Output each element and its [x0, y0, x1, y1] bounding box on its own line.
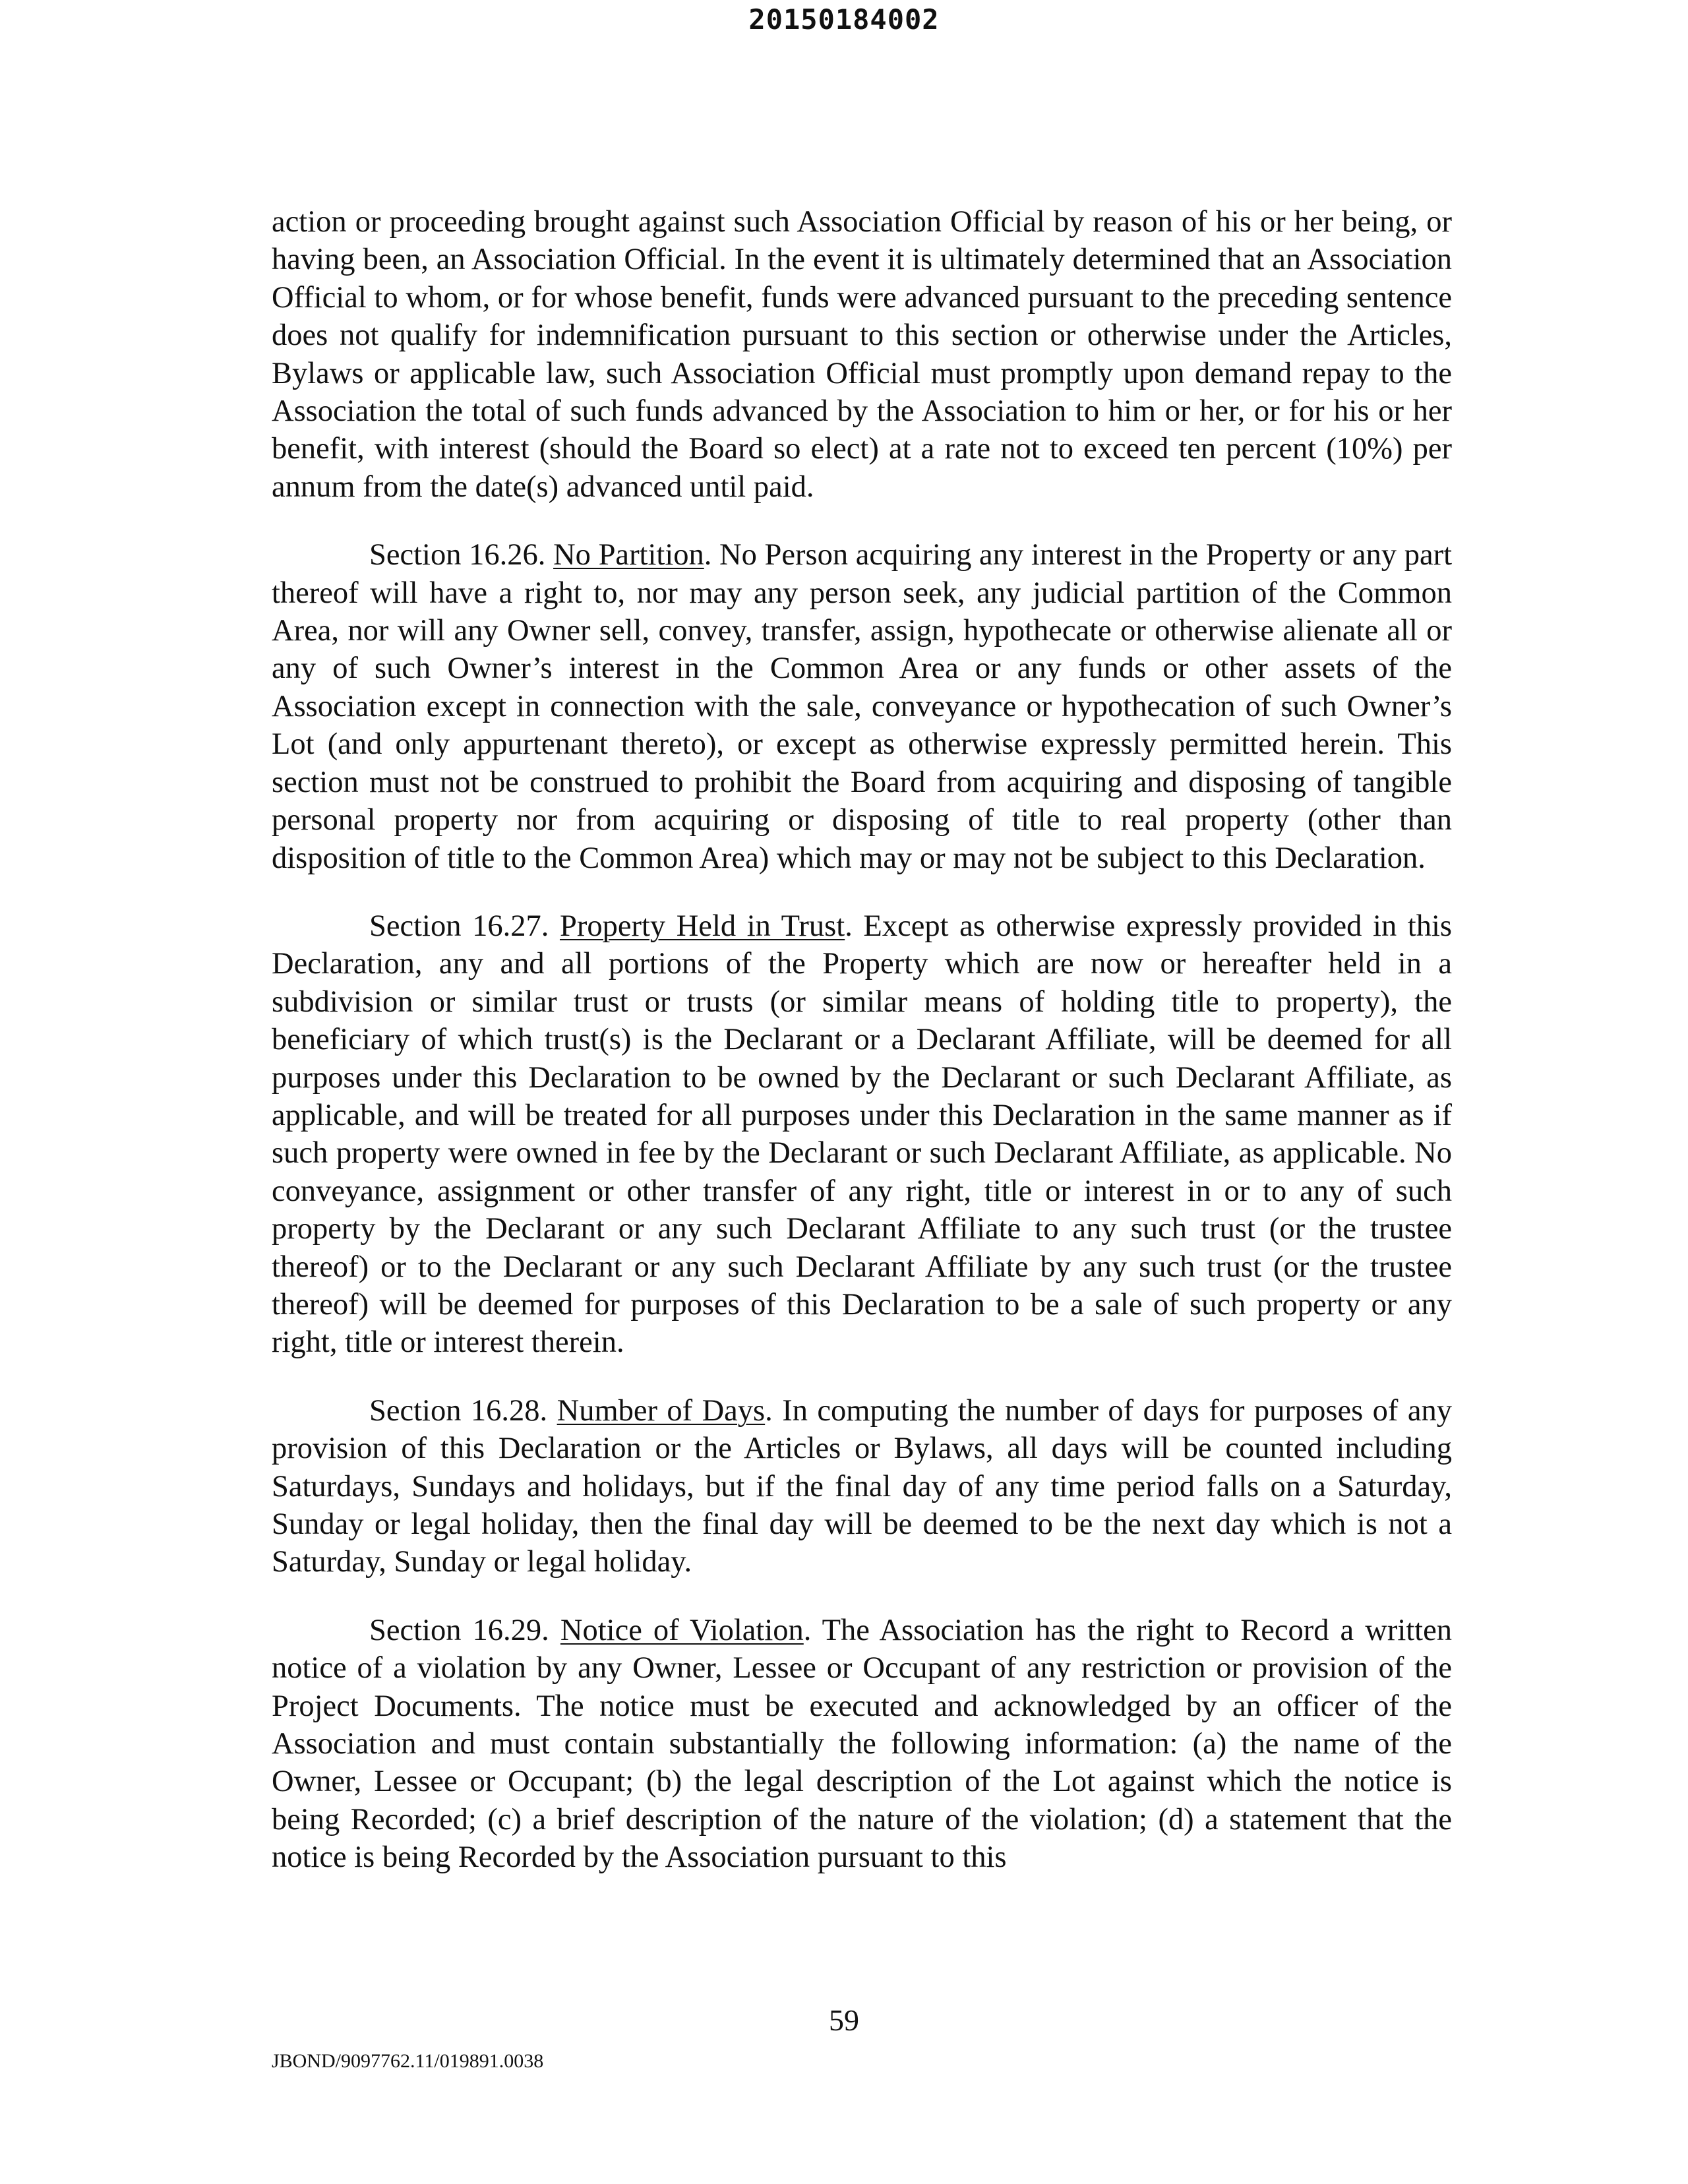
section-number: Section 16.29.	[369, 1613, 549, 1647]
recording-number: 20150184002	[748, 3, 940, 36]
section-text: . Except as otherwise expressly provided in this Declaration, any and all portions of the Property which are now or hereafter held in a subdivision or similar trust or trusts (or similar means of holding title to property), the beneficiary of which trust(s) is the Declarant or a Declarant Affiliate, will be deemed for all purposes under this Declaration to be owned by the Declarant or such Declarant Affiliate, as applicable, and will be treated for all purposes under this Declaration in the same manner as if such property were owned in fee by the Declarant or such Declarant Affiliate, as applicable. No conveyance, assignment or other transfer of any right, title or interest in or to any of such property by the Declarant or any such Declarant Affiliate to any such trust (or the trustee thereof) or to the Declarant or any such Declarant Affiliate by any such trust (or the trustee thereof) will be deemed for purposes of this Declaration to be a sale of such property or any right, title or interest therein.	[272, 909, 1452, 1360]
section-title: Property Held in Trust	[559, 909, 845, 943]
section-number: Section 16.27.	[369, 909, 549, 943]
section-16-28	[272, 1392, 1452, 1581]
section-title: Number of Days	[557, 1393, 766, 1428]
section-title: Notice of Violation	[560, 1613, 804, 1647]
section-text: . In computing the number of days for purposes of any provision of this Declaration or the Articles or Bylaws, all days will be counted including Saturdays, Sundays and holidays, but if the final day of any time period falls on a Saturday, Sunday or legal holiday, then the final day will be deemed to be the next day which is not a Saturday, Sunday or legal holiday.	[272, 1393, 1452, 1579]
document-body	[272, 203, 1452, 1907]
section-text: . The Association has the right to Record a written notice of a violation by any Owner, Lessee or Occupant of any restriction or provision of the Project Documents. The notice must be executed and acknowledged by an officer of the Association and must contain substantially the following information: (a) the name of the Owner, Lessee or Occupant; (b) the legal description of the Lot against which the notice is being Recorded; (c) a brief description of the nature of the violation; (d) a statement that the notice is being Recorded by the Association pursuant to this	[272, 1613, 1452, 1875]
section-16-27	[272, 907, 1452, 1362]
section-16-26	[272, 536, 1452, 877]
page-number: 59	[829, 2003, 859, 2037]
section-number: Section 16.28.	[369, 1393, 548, 1428]
section-number: Section 16.26.	[369, 538, 546, 572]
section-text: . No Person acquiring any interest in the Property or any part thereof will have a right to, nor may any person seek, any judicial partition of the Common Area, nor will any Owner sell, convey, transfer, assign, hypothecate or otherwise alienate all or any of such Owner’s interest in the Common Area or any funds or other assets of the Association except in connection with the sale, conveyance or hypothecation of such Owner’s Lot (and only appurtenant thereto), or except as otherwise expressly permitted herein. This section must not be construed to prohibit the Board from acquiring and disposing of tangible personal property nor from acquiring or disposing of title to real property (other than disposition of title to the Common Area) which may or may not be subject to this Declaration.	[272, 538, 1453, 875]
document-id: JBOND/9097762.11/019891.0038	[272, 2050, 544, 2072]
section-16-29	[272, 1612, 1452, 1877]
continuation-paragraph: action or proceeding brought against such Association Official by reason of his or her being, or having been, an Association Official. In the event it is ultimately determined that an Association Official to whom, or for whose benefit, funds were advanced pursuant to the preceding sentence does not qualify for indemnification pursuant to this section or otherwise under the Articles, Bylaws or applicable law, such Association Official must promptly upon demand repay to the Association the total of such funds advanced by the Association to him or her, or for his or her benefit, with interest (should the Board so elect) at a rate not to exceed ten percent (10%) per annum from the date(s) advanced until paid.	[272, 205, 1452, 504]
section-title: No Partition	[553, 538, 704, 572]
